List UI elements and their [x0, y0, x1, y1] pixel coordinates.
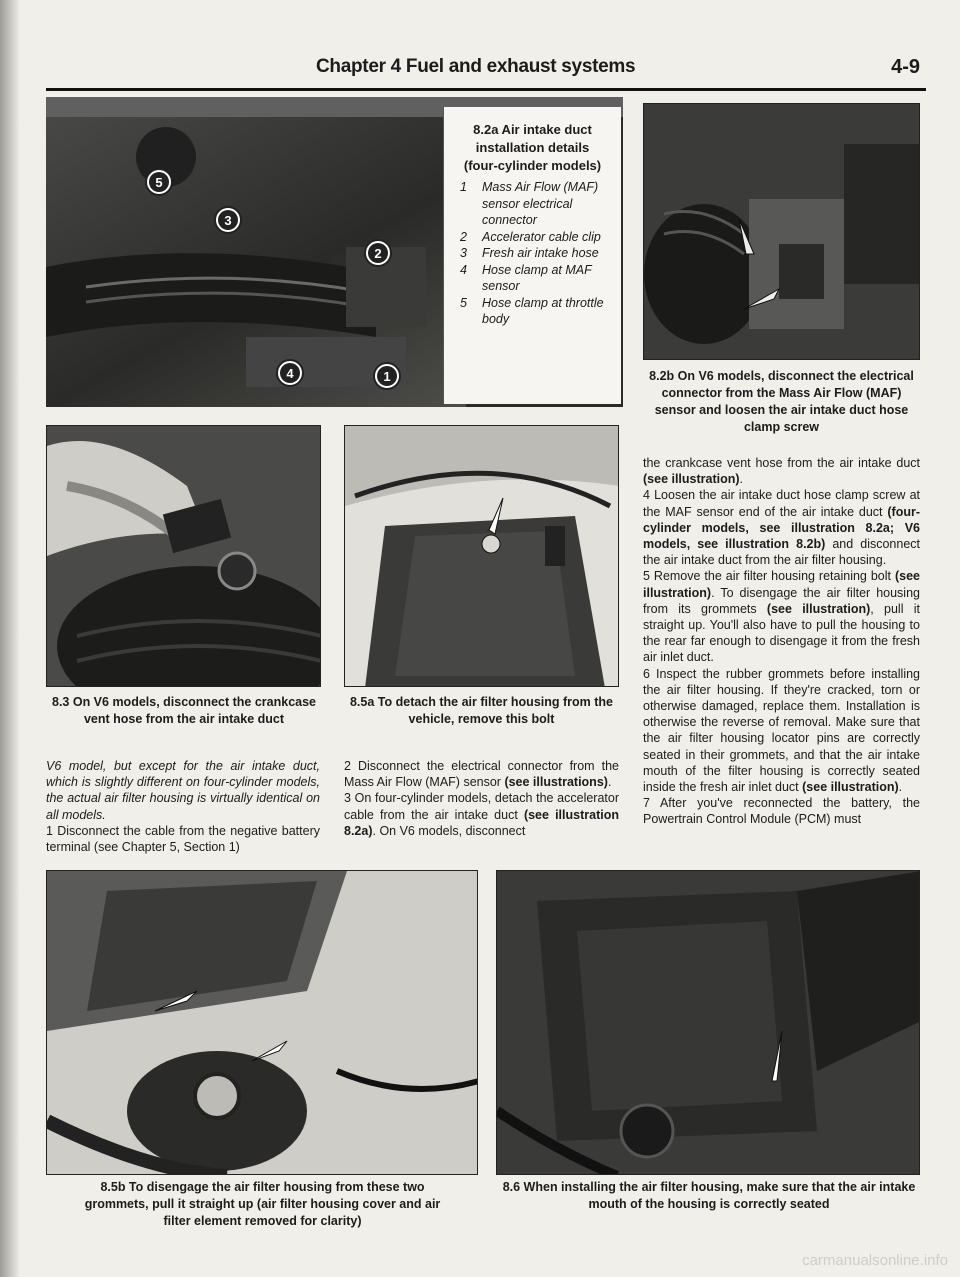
page-header: [300, 56, 920, 86]
legend-item: 1 Mass Air Flow (MAF) sensor electrical connector: [460, 180, 599, 227]
page-binding-shadow: [0, 0, 20, 1277]
watermark: carmanualsonline.info: [802, 1252, 948, 1269]
caption-8-6: 8.6 When installing the air filter housing, make sure that the air intake mouth of the housing is correctly seated: [502, 1180, 916, 1211]
step-7: 7 After you've reconnected the battery, the Powertrain Control Module (PCM) must: [643, 796, 920, 827]
caption-8-5b: 8.5b To disengage the air filter housing from these two grommets, pull it straight up (air filter housing cover and air filter element removed for clarity): [84, 1180, 441, 1228]
photo-8-6: [496, 870, 920, 1175]
header-rule: [46, 88, 926, 91]
body-column-2: [344, 758, 619, 839]
body-column-3: [643, 455, 920, 828]
callout-5: 5: [145, 168, 173, 196]
figure-8-2a-title: 8.2a Air intake duct installation details (four-cylinder models): [463, 122, 602, 173]
legend-item: 4 Hose clamp at MAF sensor: [460, 262, 592, 293]
legend-item: 5 Hose clamp at throttle body: [460, 295, 604, 326]
step-4: 4 Loosen the air intake duct hose clamp screw at the MAF sensor end of the air intake duct (four-cylinder models, see illustration 8.2a; V6 models, see illustration 8.2b) and disconnect the air intake duct from the air filter housing.: [643, 488, 921, 568]
legend-list: [458, 179, 618, 328]
caption-8-3: 8.3 On V6 models, disconnect the crankcase vent hose from the air intake duct: [52, 695, 316, 726]
step-6: 6 Inspect the rubber grommets before installing the air filter housing. If they're cracked, torn or otherwise damaged, replace them. Installation is otherwise the reverse of removal. Make sure that the air filter housing locator pins are correctly seated in their grommets, and that the air intake mouth of the filter housing is correctly seated inside the fresh air inlet duct (see illustration).: [643, 666, 920, 795]
photo-8-3: [46, 425, 321, 687]
step-1: 1 Disconnect the cable from the negative battery terminal (see Chapter 5, Section 1): [46, 823, 320, 855]
callout-2: 2: [364, 239, 392, 267]
photo-8-2b: [643, 103, 920, 360]
step-2: 2 Disconnect the electrical connector from the Mass Air Flow (MAF) sensor (see illustrations).: [344, 759, 619, 790]
photo-8-5b: [46, 870, 478, 1175]
callout-3: 3: [214, 206, 242, 234]
body-column-1: [46, 758, 320, 855]
step-5: 5 Remove the air filter housing retaining bolt (see illustration). To disengage the air filter housing from its grommets (see illustration), pull it straight up. You'll also have to pull the housing to the rear far enough to disengage it from the fresh air inlet duct.: [643, 569, 920, 665]
legend-item: 2 Accelerator cable clip: [460, 229, 601, 244]
chapter-title: Chapter 4 Fuel and exhaust systems: [316, 56, 636, 77]
continued-paragraph: the crankcase vent hose from the air intake duct (see illustration).: [643, 456, 920, 487]
callout-1: 1: [373, 362, 401, 390]
figure-8-2a-legend: [443, 107, 621, 404]
intro-paragraph: V6 model, but except for the air intake duct, which is slightly different on four-cylinder models, the actual air filter housing is virtually identical on all models.: [46, 759, 320, 822]
caption-8-5a: 8.5a To detach the air filter housing from the vehicle, remove this bolt: [349, 695, 613, 726]
callout-4: 4: [276, 359, 304, 387]
legend-item: 3 Fresh air intake hose: [460, 246, 599, 260]
photo-8-5a: [344, 425, 619, 687]
step-3: 3 On four-cylinder models, detach the accelerator cable from the air intake duct (see illustration 8.2a). On V6 models, disconnect: [344, 791, 619, 838]
page-number: 4-9: [891, 56, 920, 78]
caption-8-2b: 8.2b On V6 models, disconnect the electrical connector from the Mass Air Flow (MAF) sensor and loosen the air intake duct hose clamp screw: [649, 369, 914, 434]
